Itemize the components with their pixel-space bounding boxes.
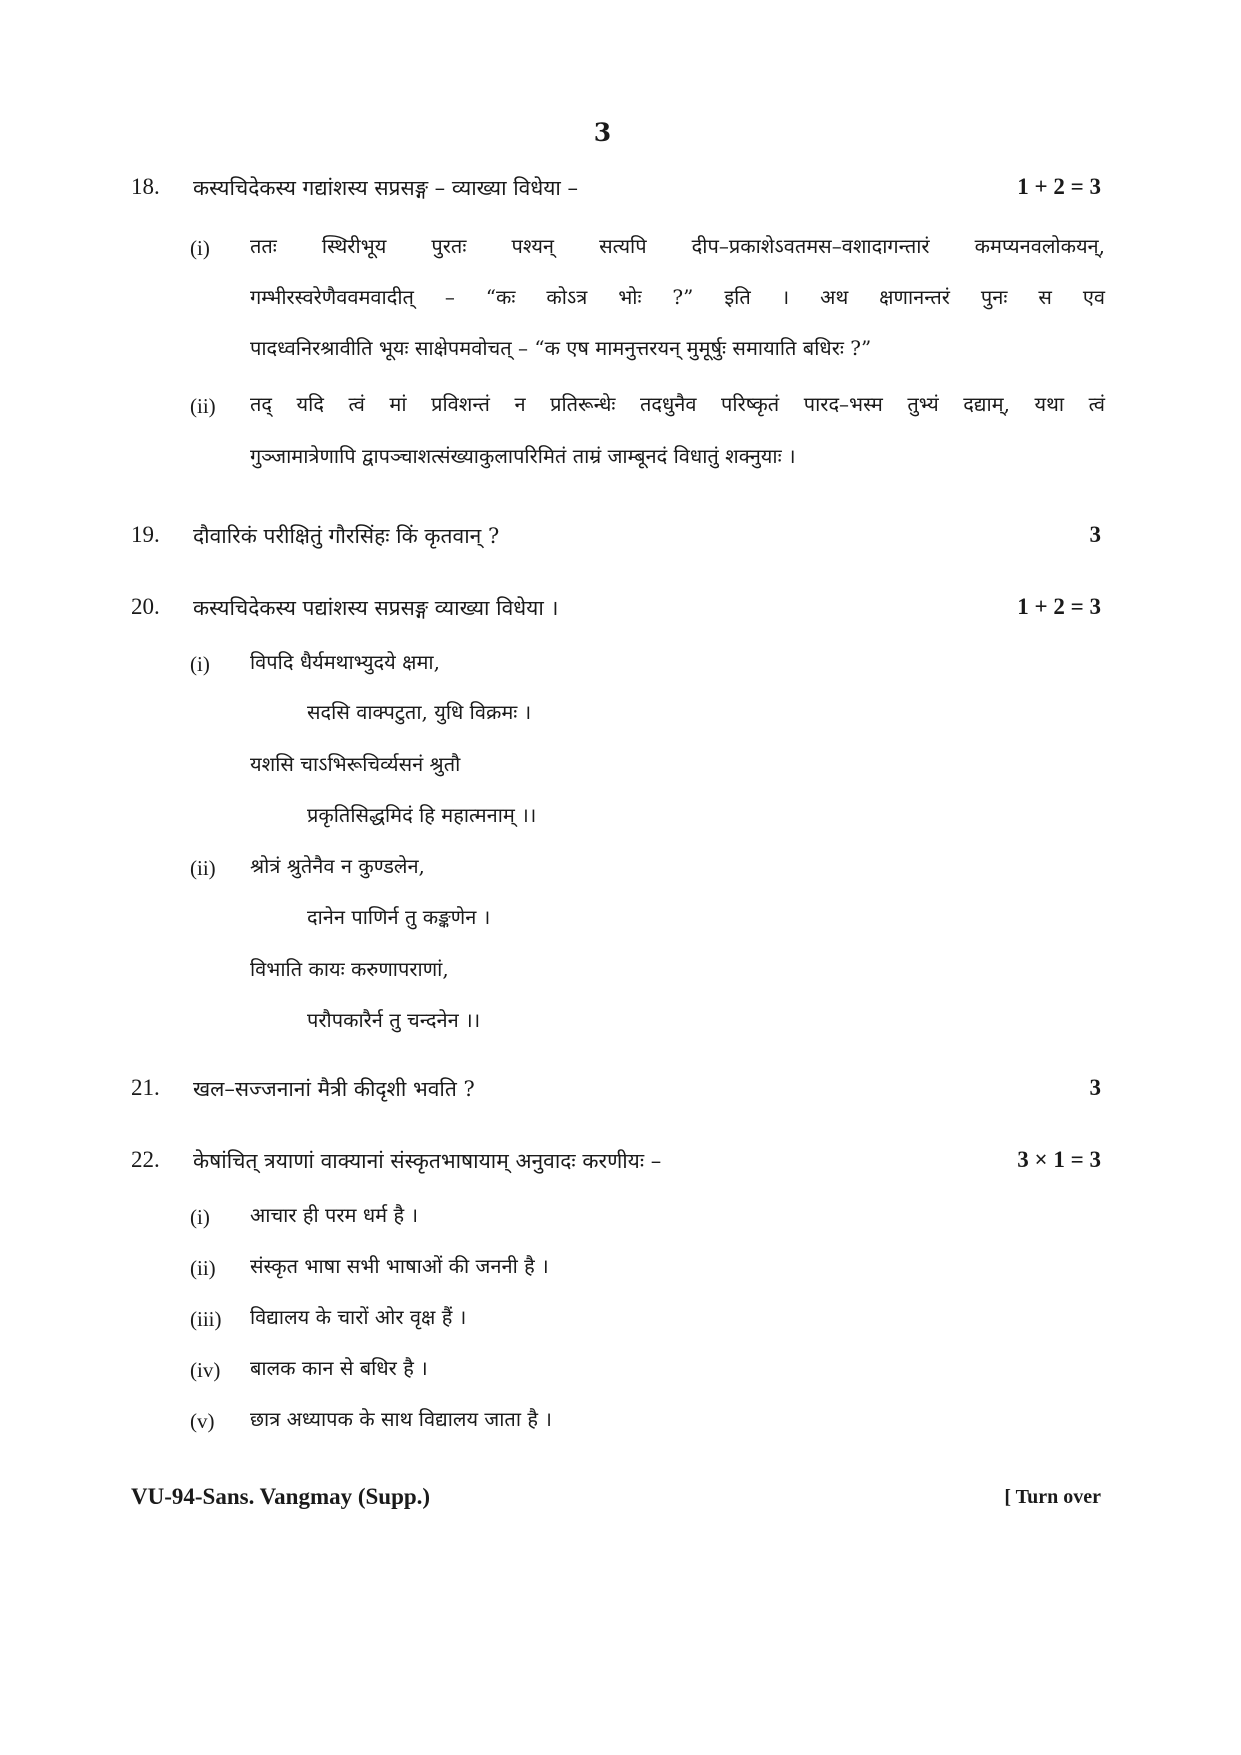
q22-item-label-i: (i) [190,1205,210,1229]
question-number-19: 19. [131,522,160,547]
q18-sub-label-i: (i) [190,236,210,260]
q20-ii-line-1: श्रोत्रं श्रुतेनैव न कुण्डलेन, [250,854,425,878]
question-text-19: दौवारिकं परीक्षितुं गौरसिंहः किं कृतवान् ? [193,524,500,548]
q20-ii-line-2: दानेन पाणिर्न तु कङ्कणेन । [307,905,491,929]
question-text-22: केषांचित् त्रयाणां वाक्यानां संस्कृतभाषायाम् अनुवादः करणीयः – [193,1149,662,1173]
paper-code: VU-94-Sans. Vangmay (Supp.) [131,1484,431,1509]
q22-item-label-ii: (ii) [190,1256,216,1280]
q20-i-line-3: यशसि चाऽभिरूचिर्व्यसनं श्रुतौ [250,752,461,776]
q20-sub-label-ii: (ii) [190,856,216,880]
question-number-22: 22. [131,1147,160,1172]
question-text-18: कस्यचिदेकस्य गद्यांशस्य सप्रसङ्ग – व्याख्या विधेया – [193,176,579,200]
q20-ii-line-4: परौपकारैर्न तु चन्दनेन ।। [307,1008,481,1032]
question-text-21: खल–सज्जनानां मैत्री कीदृशी भवति ? [193,1077,475,1101]
q20-i-line-2: सदसि वाक्पटुता, युधि विक्रमः । [307,700,532,724]
q22-item-text-v: छात्र अध्यापक के साथ विद्यालय जाता है । [250,1407,552,1431]
q18-ii-line-1: तद् यदि त्वं मां प्रविशन्तं न प्रतिरून्धेः तदधुनैव परिष्कृतं पारद–भस्म तुभ्यं दद्याम्, यथा त्वं [250,392,1105,416]
question-marks-20: 1 + 2 = 3 [1017,594,1101,619]
q18-i-line-3: पादध्वनिरश्रावीति भूयः साक्षेपमवोचत् – “क एष मामनुत्तरयन् मुमूर्षुः समायाति बधिरः ?” [250,336,872,360]
q20-i-line-1: विपदि धैर्यमथाभ्युदये क्षमा, [250,650,440,674]
question-text-20: कस्यचिदेकस्य पद्यांशस्य सप्रसङ्ग व्याख्या विधेया । [193,596,559,620]
q22-item-text-i: आचार ही परम धर्म है । [250,1203,419,1227]
question-marks-22: 3 × 1 = 3 [1017,1147,1101,1172]
q18-ii-line-2: गुञ्जामात्रेणापि द्वापञ्चाशत्संख्याकुलापरिमितं ताम्रं जाम्बूनदं विधातुं शक्नुयाः । [250,444,796,468]
q22-item-text-ii: संस्कृत भाषा सभी भाषाओं की जननी है । [250,1254,549,1278]
question-number-21: 21. [131,1075,160,1100]
question-number-18: 18. [131,174,160,199]
question-marks-19: 3 [1089,522,1101,547]
q20-i-line-4: प्रकृतिसिद्धमिदं हि महात्मनाम् ।। [307,803,537,827]
q18-i-line-2: गम्भीरस्वरेणैववमवादीत् – “कः कोऽत्र भोः ?” इति । अथ क्षणानन्तरं पुनः स एव [250,285,1105,309]
q20-sub-label-i: (i) [190,652,210,676]
q22-item-label-v: (v) [190,1409,215,1433]
q22-item-label-iii: (iii) [190,1307,222,1331]
q22-item-label-iv: (iv) [190,1358,221,1382]
q22-item-text-iv: बालक कान से बधिर है । [250,1356,428,1380]
page-number: 3 [593,118,612,147]
turn-over-note: [ Turn over [1004,1486,1101,1508]
q18-sub-label-ii: (ii) [190,394,216,418]
q20-ii-line-3: विभाति कायः करुणापराणां, [250,957,449,981]
question-marks-18: 1 + 2 = 3 [1017,174,1101,199]
question-number-20: 20. [131,594,160,619]
q18-i-line-1: ततः स्थिरीभूय पुरतः पश्यन् सत्यपि दीप–प्रकाशेऽवतमस–वशादागन्तारं कमप्यनवलोकयन्, [250,234,1105,258]
question-marks-21: 3 [1089,1075,1101,1100]
q22-item-text-iii: विद्यालय के चारों ओर वृक्ष हैं । [250,1305,467,1329]
